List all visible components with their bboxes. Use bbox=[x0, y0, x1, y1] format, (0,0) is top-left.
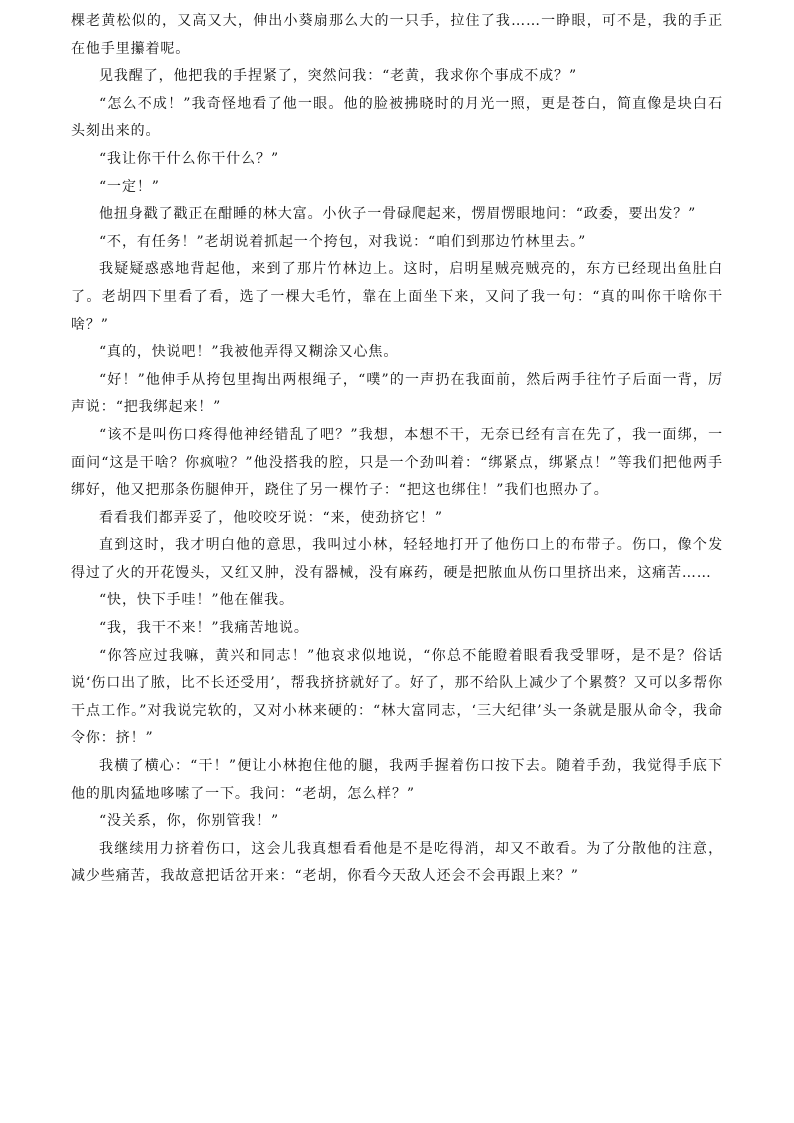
paragraph: 我横了横心：“干！”便让小林抱住他的腿，我两手握着伤口按下去。随着手劲，我觉得手底下他的肌肉猛地哆嗦了一下。我问：“老胡，怎么样？” bbox=[71, 758, 723, 802]
paragraph: “你答应过我嘛，黄兴和同志！”他哀求似地说，“你总不能瞪着眼看我受罪呀，是不是？俗话说‘伤口出了脓，比不长还受用’，帮我挤挤就好了。好了，那不给队上减少了个累赘？又可以多帮你干点工作。”对我说完软的，又对小林来硬的：“林大富同志，‘三大纪律’头一条就是服从命令，我命令你：挤！” bbox=[71, 647, 723, 747]
paragraph: “怎么不成！”我奇怪地看了他一眼。他的脸被拂晓时的月光一照，更是苍白，简直像是块白石头刻出来的。 bbox=[71, 95, 723, 140]
story-text bbox=[71, 8, 723, 891]
paragraph: “不，有任务！”老胡说着抓起一个挎包，对我说：“咱们到那边竹林里去。” bbox=[99, 233, 587, 250]
paragraph: “好！”他伸手从挎包里掏出两根绳子，“噗”的一声扔在我面前，然后两手往竹子后面一背，厉声说：“把我绑起来！” bbox=[71, 371, 723, 416]
paragraph: “我让你干什么你干什么？” bbox=[99, 150, 280, 167]
paragraph: 他扭身戳了戳正在酣睡的林大富。小伙子一骨碌爬起来，愣眉愣眼地问：“政委，要出发？” bbox=[99, 206, 697, 223]
paragraph: 看看我们都弄妥了，他咬咬牙说：“来，使劲挤它！” bbox=[99, 509, 443, 526]
paragraph: “快，快下手哇！”他在催我。 bbox=[99, 592, 294, 609]
paragraph: 我继续用力挤着伤口，这会儿我真想看看他是不是吃得消，却又不敢看。为了分散他的注意，减少些痛苦，我故意把话岔开来：“老胡，你看今天敌人还会不会再跟上来？” bbox=[71, 840, 723, 885]
paragraph: “一定！” bbox=[99, 178, 160, 195]
paragraph: “真的，快说吧！”我被他弄得又糊涂又心焦。 bbox=[99, 344, 399, 361]
paragraph: 直到这时，我才明白他的意思，我叫过小林，轻轻地打开了他伤口上的布带子。伤口，像个发得过了火的开花馒头，又红又肿，没有器械，没有麻药，硬是把脓血从伤口里挤出来，这痛苦…… bbox=[71, 537, 723, 581]
paragraph: 见我醒了，他把我的手捏紧了，突然问我：“老黄，我求你个事成不成？” bbox=[99, 68, 578, 85]
paragraph: “没关系，你，你别管我！” bbox=[99, 813, 280, 830]
paragraph: “我，我干不来！”我痛苦地说。 bbox=[99, 620, 309, 637]
paragraph: “该不是叫伤口疼得他神经错乱了吧？”我想，本想不干，无奈已经有言在先了，我一面绑，一面问“这是干啥？你疯啦？”他没搭我的腔，只是一个劲叫着：“绑紧点，绑紧点！”等我们把他两手绑好，他又把那条伤腿伸开，跷住了另一棵竹子：“把这也绑住！”我们也照办了。 bbox=[71, 426, 723, 499]
paragraph: 棵老黄松似的，又高又大，伸出小葵扇那么大的一只手，拉住了我……一睁眼，可不是，我的手正在他手里攥着呢。 bbox=[71, 13, 723, 57]
paragraph: 我疑疑惑惑地背起他，来到了那片竹林边上。这时，启明星贼亮贼亮的，东方已经现出鱼肚白了。老胡四下里看了看，选了一棵大毛竹，靠在上面坐下来，又问了我一句：“真的叫你干啥你干啥？” bbox=[71, 261, 723, 333]
